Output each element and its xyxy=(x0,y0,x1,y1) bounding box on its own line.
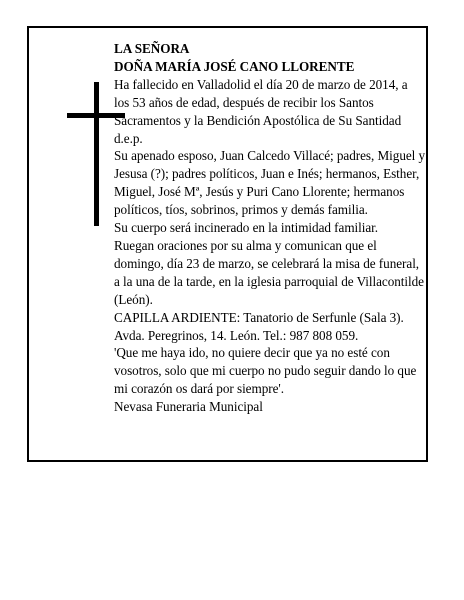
cremation-paragraph: Su cuerpo será incinerado en la intimidad familiar. xyxy=(114,220,379,236)
obituary-text xyxy=(114,40,426,416)
chapel-paragraph: CAPILLA ARDIENTE: Tanatorio de Serfunle (Sala 3). Avda. Peregrinos, 14. León. Tel.: 987 808 059. xyxy=(114,309,404,343)
cross-vertical-bar xyxy=(94,82,99,226)
family-paragraph: Su apenado esposo, Juan Calcedo Villacé; padres, Miguel y Jesusa (?); padres políticos, Juan e Inés; hermanos, Esther, Miguel, José Mª, Jesús y Puri Cano Llorente; hermanos políticos, tíos, sobrinos, primos y demás familia. xyxy=(114,148,426,218)
death-info-paragraph: Ha fallecido en Valladolid el día 20 de marzo de 2014, a los 53 años de edad, después de recibir los Santos Sacramentos y la Bendición Apostólica de Su Santidad d.e.p. xyxy=(114,76,408,146)
deceased-name: DOÑA MARÍA JOSÉ CANO LLORENTE xyxy=(114,58,355,74)
quote-paragraph: 'Que me haya ido, no quiere decir que ya no esté con vosotros, solo que mi cuerpo no pudo seguir dando lo que mi corazón os dará por siempre'. xyxy=(114,345,417,397)
heading: LA SEÑORA xyxy=(114,41,190,56)
mass-paragraph: Ruegan oraciones por su alma y comunican que el domingo, día 23 de marzo, se celebrará la misa de funeral, a la una de la tarde, en la iglesia parroquial de Villacontilde (León). xyxy=(114,237,424,307)
funeral-home: Nevasa Funeraria Municipal xyxy=(114,399,263,415)
